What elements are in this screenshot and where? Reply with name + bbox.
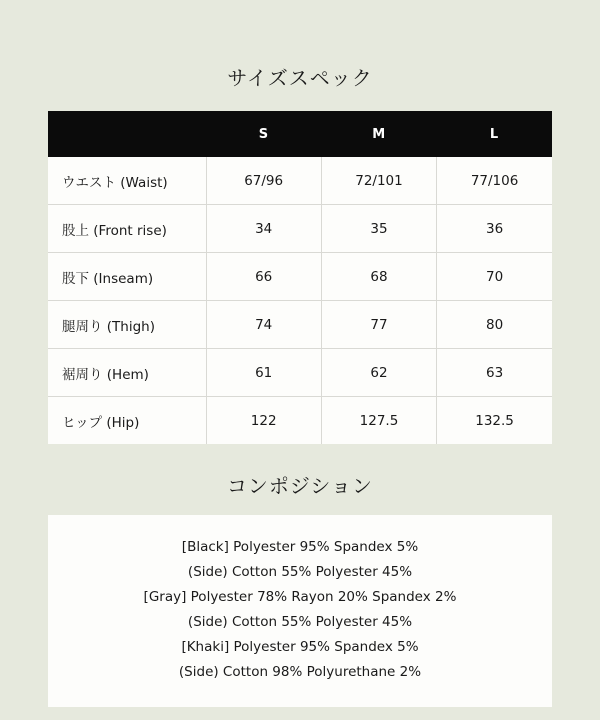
composition-line: (Side) Cotton 98% Polyurethane 2% (178, 664, 422, 680)
column-header-s: S (206, 111, 321, 157)
row-label-hem: 裾周り (Hem) (48, 349, 206, 397)
cell-inseam-l: 70 (437, 253, 552, 301)
composition-title: コンポジション (226, 474, 374, 498)
size-spec-header (48, 111, 552, 157)
cell-hem-m: 62 (321, 349, 436, 397)
cell-hip-s: 122 (206, 397, 321, 445)
cell-front-rise-m: 35 (321, 205, 436, 253)
table-row (48, 157, 552, 205)
cell-waist-s: 67/96 (206, 157, 321, 205)
table-row (48, 301, 552, 349)
cell-thigh-s: 74 (206, 301, 321, 349)
composition-line: [Gray] Polyester 78% Rayon 20% Spandex 2% (143, 589, 457, 605)
composition-line: (Side) Cotton 55% Polyester 45% (187, 614, 413, 630)
composition-line: [Khaki] Polyester 95% Spandex 5% (181, 639, 419, 655)
cell-hem-l: 63 (437, 349, 552, 397)
cell-hip-l: 132.5 (475, 412, 514, 429)
column-header-blank (48, 111, 206, 157)
table-row (48, 349, 552, 397)
cell-waist-m: 72/101 (321, 157, 436, 205)
table-row (48, 253, 552, 301)
column-header-m: M (321, 111, 436, 157)
composition-box (48, 515, 552, 707)
composition-line: (Side) Cotton 55% Polyester 45% (187, 564, 413, 580)
table-row (48, 205, 552, 253)
row-label-waist: ウエスト (Waist) (48, 157, 206, 205)
cell-front-rise-s: 34 (206, 205, 321, 253)
cell-thigh-m: 77 (321, 301, 436, 349)
row-label-inseam: 股下 (Inseam) (48, 253, 206, 301)
cell-waist-l: 77/106 (437, 157, 552, 205)
cell-front-rise-l: 36 (437, 205, 552, 253)
row-label-hip: ヒップ (Hip) (48, 397, 206, 445)
table-row (48, 397, 552, 445)
row-label-thigh: 腿周り (Thigh) (48, 301, 206, 349)
size-spec-table (48, 111, 552, 444)
cell-inseam-s: 66 (206, 253, 321, 301)
cell-hip-m: 127.5 (321, 397, 436, 445)
cell-inseam-m: 68 (321, 253, 436, 301)
size-spec-body (48, 157, 552, 444)
table-header-row (48, 111, 552, 157)
size-spec-title: サイズスペック (227, 66, 373, 90)
composition-line: [Black] Polyester 95% Spandex 5% (181, 539, 419, 555)
cell-thigh-l: 80 (437, 301, 552, 349)
column-header-l: L (437, 111, 552, 157)
row-label-front-rise: 股上 (Front rise) (48, 205, 206, 253)
cell-hem-s: 61 (206, 349, 321, 397)
